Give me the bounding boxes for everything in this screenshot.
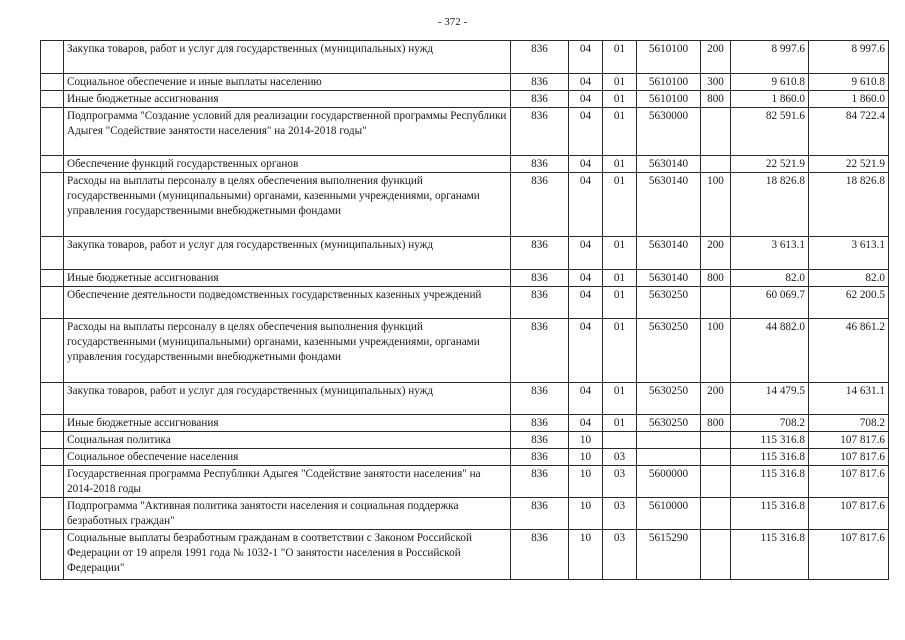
row-stub-cell: [41, 108, 64, 156]
row-stub-cell: [41, 432, 64, 449]
row-expense-type-cell: [701, 466, 731, 498]
row-target-article-cell: 5610100: [637, 41, 701, 74]
row-target-article-cell: 5610100: [637, 91, 701, 108]
row-amount-1-cell: 82 591.6: [731, 108, 809, 156]
row-expense-type-cell: 200: [701, 237, 731, 270]
row-expense-type-cell: 800: [701, 91, 731, 108]
row-amount-1-cell: 3 613.1: [731, 237, 809, 270]
row-expense-type-cell: 800: [701, 270, 731, 287]
row-amount-1-cell: 708.2: [731, 415, 809, 432]
row-stub-cell: [41, 415, 64, 432]
table-row: [41, 173, 889, 237]
row-section-cell: 10: [569, 432, 603, 449]
table-row: [41, 432, 889, 449]
row-ved-cell: 836: [511, 173, 569, 237]
row-target-article-cell: [637, 432, 701, 449]
row-target-article-cell: 5610000: [637, 498, 701, 530]
row-ved-cell: 836: [511, 287, 569, 319]
row-subsection-cell: 03: [603, 498, 637, 530]
row-section-cell: 10: [569, 530, 603, 580]
row-stub-cell: [41, 74, 64, 91]
row-stub-cell: [41, 449, 64, 466]
row-name-cell: Иные бюджетные ассигнования: [64, 91, 511, 108]
row-amount-2-cell: 107 817.6: [809, 449, 889, 466]
row-subsection-cell: 01: [603, 287, 637, 319]
row-amount-1-cell: 1 860.0: [731, 91, 809, 108]
row-section-cell: 04: [569, 74, 603, 91]
row-name-cell: Расходы на выплаты персоналу в целях обеспечения выполнения функций государственными (муниципальными) органами, казенными учреждениями, органами управления государственными внебюджетными фондами: [64, 319, 511, 383]
row-ved-cell: 836: [511, 108, 569, 156]
row-amount-1-cell: 60 069.7: [731, 287, 809, 319]
row-amount-2-cell: 107 817.6: [809, 466, 889, 498]
row-subsection-cell: 01: [603, 173, 637, 237]
row-section-cell: 04: [569, 415, 603, 432]
row-section-cell: 04: [569, 41, 603, 74]
row-subsection-cell: 01: [603, 74, 637, 91]
row-target-article-cell: 5630140: [637, 173, 701, 237]
row-amount-2-cell: 84 722.4: [809, 108, 889, 156]
row-expense-type-cell: [701, 449, 731, 466]
row-name-cell: Социальное обеспечение и иные выплаты населению: [64, 74, 511, 91]
row-stub-cell: [41, 173, 64, 237]
row-stub-cell: [41, 530, 64, 580]
row-name-cell: Социальные выплаты безработным гражданам в соответствии с Законом Российской Федерации от 19 апреля 1991 года № 1032-1 "О занятости населения в Российской Федерации": [64, 530, 511, 580]
row-expense-type-cell: 200: [701, 41, 731, 74]
row-subsection-cell: 01: [603, 415, 637, 432]
row-target-article-cell: 5630000: [637, 108, 701, 156]
row-target-article-cell: 5615290: [637, 530, 701, 580]
row-target-article-cell: 5630250: [637, 319, 701, 383]
table-row: [41, 41, 889, 74]
table-row: [41, 287, 889, 319]
row-ved-cell: 836: [511, 270, 569, 287]
row-target-article-cell: 5600000: [637, 466, 701, 498]
row-amount-1-cell: 22 521.9: [731, 156, 809, 173]
table-row: [41, 498, 889, 530]
table-row: [41, 449, 889, 466]
budget-table: [40, 40, 889, 580]
row-name-cell: Закупка товаров, работ и услуг для государственных (муниципальных) нужд: [64, 383, 511, 415]
row-expense-type-cell: [701, 498, 731, 530]
row-amount-1-cell: 14 479.5: [731, 383, 809, 415]
row-section-cell: 10: [569, 449, 603, 466]
row-name-cell: Закупка товаров, работ и услуг для государственных (муниципальных) нужд: [64, 41, 511, 74]
row-amount-2-cell: 14 631.1: [809, 383, 889, 415]
row-expense-type-cell: [701, 530, 731, 580]
row-amount-2-cell: 22 521.9: [809, 156, 889, 173]
row-expense-type-cell: 100: [701, 319, 731, 383]
row-amount-2-cell: 8 997.6: [809, 41, 889, 74]
row-amount-1-cell: 115 316.8: [731, 530, 809, 580]
row-subsection-cell: 01: [603, 270, 637, 287]
row-subsection-cell: 01: [603, 237, 637, 270]
row-amount-1-cell: 115 316.8: [731, 466, 809, 498]
row-ved-cell: 836: [511, 156, 569, 173]
row-stub-cell: [41, 237, 64, 270]
row-amount-1-cell: 115 316.8: [731, 449, 809, 466]
row-name-cell: Иные бюджетные ассигнования: [64, 270, 511, 287]
row-stub-cell: [41, 383, 64, 415]
row-amount-1-cell: 115 316.8: [731, 432, 809, 449]
row-ved-cell: 836: [511, 530, 569, 580]
row-stub-cell: [41, 287, 64, 319]
row-amount-1-cell: 8 997.6: [731, 41, 809, 74]
row-subsection-cell: 03: [603, 466, 637, 498]
row-ved-cell: 836: [511, 415, 569, 432]
row-target-article-cell: 5630250: [637, 415, 701, 432]
row-amount-2-cell: 107 817.6: [809, 498, 889, 530]
row-subsection-cell: 01: [603, 156, 637, 173]
row-amount-2-cell: 1 860.0: [809, 91, 889, 108]
row-expense-type-cell: 300: [701, 74, 731, 91]
row-subsection-cell: 01: [603, 383, 637, 415]
table-row: [41, 319, 889, 383]
row-amount-2-cell: 107 817.6: [809, 432, 889, 449]
row-section-cell: 04: [569, 156, 603, 173]
row-target-article-cell: 5630140: [637, 270, 701, 287]
row-ved-cell: 836: [511, 449, 569, 466]
row-section-cell: 10: [569, 498, 603, 530]
row-amount-2-cell: 62 200.5: [809, 287, 889, 319]
row-expense-type-cell: [701, 108, 731, 156]
row-name-cell: Социальная политика: [64, 432, 511, 449]
row-target-article-cell: 5630140: [637, 156, 701, 173]
row-amount-2-cell: 107 817.6: [809, 530, 889, 580]
table-row: [41, 466, 889, 498]
row-section-cell: 04: [569, 383, 603, 415]
row-amount-1-cell: 115 316.8: [731, 498, 809, 530]
row-ved-cell: 836: [511, 319, 569, 383]
row-target-article-cell: 5630250: [637, 287, 701, 319]
table-row: [41, 74, 889, 91]
row-section-cell: 04: [569, 237, 603, 270]
row-amount-2-cell: 3 613.1: [809, 237, 889, 270]
row-section-cell: 04: [569, 173, 603, 237]
row-name-cell: Обеспечение функций государственных органов: [64, 156, 511, 173]
row-subsection-cell: 01: [603, 319, 637, 383]
row-amount-2-cell: 82.0: [809, 270, 889, 287]
row-name-cell: Иные бюджетные ассигнования: [64, 415, 511, 432]
row-name-cell: Подпрограмма "Создание условий для реализации государственной программы Республики Адыгея "Содействие занятости населения" на 2014-2018 годы": [64, 108, 511, 156]
row-ved-cell: 836: [511, 466, 569, 498]
row-stub-cell: [41, 498, 64, 530]
row-ved-cell: 836: [511, 41, 569, 74]
row-subsection-cell: [603, 432, 637, 449]
table-row: [41, 237, 889, 270]
row-section-cell: 04: [569, 270, 603, 287]
row-ved-cell: 836: [511, 237, 569, 270]
row-ved-cell: 836: [511, 383, 569, 415]
row-amount-1-cell: 82.0: [731, 270, 809, 287]
budget-table-body: [41, 41, 889, 580]
row-section-cell: 04: [569, 319, 603, 383]
row-stub-cell: [41, 91, 64, 108]
row-expense-type-cell: [701, 432, 731, 449]
table-row: [41, 415, 889, 432]
row-subsection-cell: 01: [603, 91, 637, 108]
row-name-cell: Обеспечение деятельности подведомственных государственных казенных учреждений: [64, 287, 511, 319]
row-name-cell: Социальное обеспечение населения: [64, 449, 511, 466]
row-name-cell: Государственная программа Республики Адыгея "Содействие занятости населения" на 2014-2018 годы: [64, 466, 511, 498]
row-expense-type-cell: [701, 287, 731, 319]
row-target-article-cell: [637, 449, 701, 466]
row-subsection-cell: 03: [603, 530, 637, 580]
row-section-cell: 04: [569, 108, 603, 156]
row-stub-cell: [41, 270, 64, 287]
table-row: [41, 270, 889, 287]
row-subsection-cell: 01: [603, 108, 637, 156]
table-row: [41, 530, 889, 580]
row-expense-type-cell: 100: [701, 173, 731, 237]
page-number: - 372 -: [437, 16, 468, 28]
row-ved-cell: 836: [511, 498, 569, 530]
row-section-cell: 04: [569, 91, 603, 108]
row-stub-cell: [41, 41, 64, 74]
table-row: [41, 108, 889, 156]
row-amount-2-cell: 708.2: [809, 415, 889, 432]
row-ved-cell: 836: [511, 74, 569, 91]
row-target-article-cell: 5630140: [637, 237, 701, 270]
row-section-cell: 04: [569, 287, 603, 319]
row-subsection-cell: 01: [603, 41, 637, 74]
row-section-cell: 10: [569, 466, 603, 498]
row-target-article-cell: 5630250: [637, 383, 701, 415]
row-name-cell: Подпрограмма "Активная политика занятости населения и социальная поддержка безработных граждан": [64, 498, 511, 530]
row-subsection-cell: 03: [603, 449, 637, 466]
row-amount-1-cell: 44 882.0: [731, 319, 809, 383]
row-amount-1-cell: 9 610.8: [731, 74, 809, 91]
row-expense-type-cell: 200: [701, 383, 731, 415]
row-amount-2-cell: 9 610.8: [809, 74, 889, 91]
row-expense-type-cell: [701, 156, 731, 173]
row-target-article-cell: 5610100: [637, 74, 701, 91]
table-row: [41, 383, 889, 415]
table-row: [41, 156, 889, 173]
row-amount-2-cell: 46 861.2: [809, 319, 889, 383]
row-ved-cell: 836: [511, 432, 569, 449]
row-stub-cell: [41, 466, 64, 498]
row-stub-cell: [41, 319, 64, 383]
table-row: [41, 91, 889, 108]
row-amount-2-cell: 18 826.8: [809, 173, 889, 237]
row-expense-type-cell: 800: [701, 415, 731, 432]
row-amount-1-cell: 18 826.8: [731, 173, 809, 237]
row-name-cell: Закупка товаров, работ и услуг для государственных (муниципальных) нужд: [64, 237, 511, 270]
row-ved-cell: 836: [511, 91, 569, 108]
row-stub-cell: [41, 156, 64, 173]
row-name-cell: Расходы на выплаты персоналу в целях обеспечения выполнения функций государственными (муниципальными) органами, казенными учреждениями, органами управления государственными внебюджетными фондами: [64, 173, 511, 237]
